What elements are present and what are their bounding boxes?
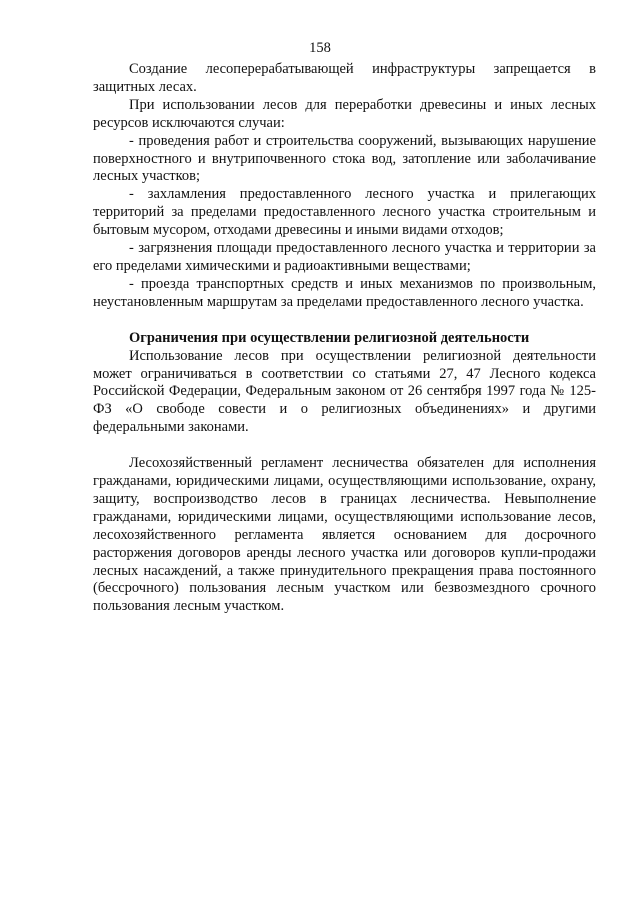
paragraph-religious: Использование лесов при осуществлении религиозной деятельности может ограничиваться в соответствии со статьями 27, 47 Лесного кодекса Российской Федерации, Федеральным законом от 26 сентября 1997 года № 125-ФЗ «О свободе совести и о религиозных объединениях» и другими федеральными законами. (93, 347, 596, 436)
section-heading: Ограничения при осуществлении религиозной деятельности (129, 329, 530, 346)
paragraph-exclusions-intro: При использовании лесов для переработки древесины и иных лесных ресурсов исключаются случаи: (93, 96, 596, 131)
list-item-littering: - захламления предоставленного лесного участка и прилегающих территорий за пределами предоставленного лесного участка строительным и бытовым мусором, отходами древесины и иными видами отходов; (93, 186, 596, 239)
list-item-works: - проведения работ и строительства сооружений, вызывающих нарушение поверхностного и внутрипочвенного стока вод, затопление или заболачивание лесных участков; (93, 132, 596, 185)
page-number: 158 (309, 40, 331, 56)
paragraph-infrastructure: Создание лесоперерабатывающей инфраструктуры запрещается в защитных лесах. (93, 61, 596, 95)
list-item-vehicles: - проезда транспортных средств и иных механизмов по произвольным, неустановленным маршрутам за пределами предоставленного лесного участка. (93, 275, 596, 310)
list-item-pollution: - загрязнения площади предоставленного лесного участка и территории за его пределами химическими и радиоактивными веществами; (93, 240, 596, 274)
paragraph-regulation: Лесохозяйственный регламент лесничества обязателен для исполнения гражданами, юридическими лицами, осуществляющими использование, охрану, защиту, воспроизводство лесов в границах лесничества. Невыполнение гражданами, юридическими лицами, осуществляющими использование лесов, лесохозяйственного регламента является основанием для досрочного расторжения договоров аренды лесного участка или договоров купли-продажи лесных насаждений, а также принудительного прекращения права постоянного (бессрочного) пользования лесным участком или безвозмездного срочного пользования лесным участком. (93, 455, 596, 615)
document-body (93, 61, 596, 616)
